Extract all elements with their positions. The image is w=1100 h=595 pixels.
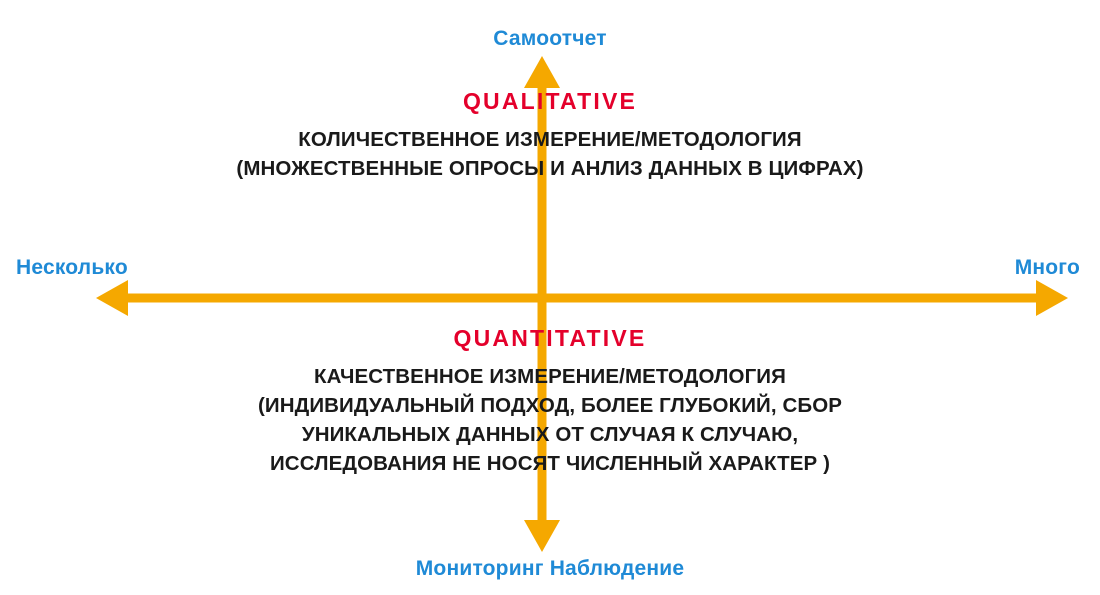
arrow-head-right bbox=[1036, 280, 1068, 316]
quantitative-description-line-3: УНИКАЛЬНЫХ ДАННЫХ ОТ СЛУЧАЯ К СЛУЧАЮ, bbox=[301, 422, 799, 446]
axis-label-top: Самоотчет bbox=[493, 27, 607, 50]
quantitative-description bbox=[80, 362, 1020, 478]
quantitative-heading: QUANTITATIVE bbox=[453, 325, 647, 351]
axis-label-bottom bbox=[416, 556, 685, 583]
axis-label-bottom-line1: Мониторинг bbox=[415, 557, 544, 581]
quadrant-block-lower bbox=[0, 325, 1100, 478]
arrow-head-up bbox=[524, 56, 560, 88]
quantitative-description-line-4: ИССЛЕДОВАНИЯ НЕ НОСЯТ ЧИСЛЕННЫЙ ХАРАКТЕР ) bbox=[269, 451, 831, 475]
arrow-head-down bbox=[524, 520, 560, 552]
axis-label-bottom-line2: Наблюдение bbox=[549, 557, 685, 581]
quantitative-description-line-1: КАЧЕСТВЕННОЕ ИЗМЕРЕНИЕ/МЕТОДОЛОГИЯ bbox=[314, 364, 786, 388]
qualitative-heading: QUALITATIVE bbox=[462, 88, 638, 114]
qualitative-description-line-2: (МНОЖЕСТВЕННЫЕ ОПРОСЫ И АНЛИЗ ДАННЫХ В ЦИФРАХ) bbox=[236, 156, 864, 180]
quadrant-block-upper bbox=[0, 88, 1100, 183]
arrow-head-left bbox=[96, 280, 128, 316]
axis-label-left: Несколько bbox=[16, 256, 128, 279]
quantitative-description-line-2: (ИНДИВИДУАЛЬНЫЙ ПОДХОД, БОЛЕЕ ГЛУБОКИЙ, СБОР bbox=[257, 393, 843, 417]
qualitative-description-line-1: КОЛИЧЕСТВЕННОЕ ИЗМЕРЕНИЕ/МЕТОДОЛОГИЯ bbox=[298, 127, 802, 151]
qualitative-description bbox=[80, 125, 1020, 183]
axis-label-right: Много bbox=[1014, 256, 1080, 279]
